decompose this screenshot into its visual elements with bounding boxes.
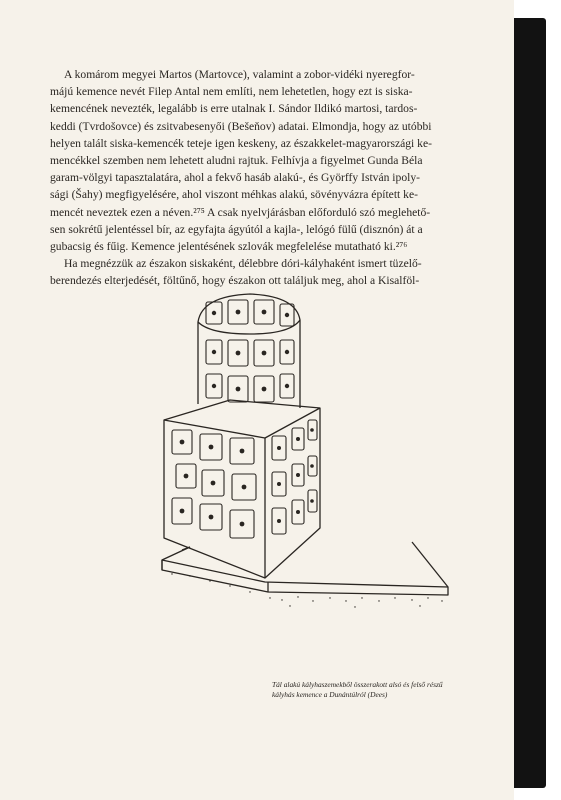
caption-line: Tál alakú kályhaszemekből összerakott alsó és felső részű bbox=[272, 680, 443, 689]
text-line: gubacsig és fűig. Kemence jelentésének szlovák megfelelése mutatható ki.²⁷⁶ bbox=[50, 240, 408, 254]
text-line: mencékkel szemben nem lehetett aludni rajtuk. Felhívja a figyelmet Gunda Béla bbox=[50, 154, 423, 168]
text-line: sági (Šahy) megfigyelésére, ahol viszont méhkas alakú, sövényvázra épített ke- bbox=[50, 188, 418, 202]
text-line: berendezés elterjedését, föltűnő, hogy északon ott találjuk meg, ahol a Kisalföl- bbox=[50, 274, 420, 288]
book-binding bbox=[514, 18, 546, 788]
stove-illustration bbox=[150, 292, 450, 684]
text-line: keddi (Tvrdošovce) és zsitvabesenyői (Bešeňov) adatai. Elmondja, hogy az utóbbi bbox=[50, 119, 432, 133]
figure-caption bbox=[272, 680, 462, 700]
caption-line: kályhás kemence a Dunántúlról (Dees) bbox=[272, 690, 388, 699]
text-line: májú kemence nevét Filep Antal nem említi, nem lehetetlen, hogy ezt is siska- bbox=[50, 85, 413, 99]
body-text bbox=[50, 66, 464, 290]
text-line: sen sokrétű jelentéssel bír, az egyfajta ágyútól a kajla-, lelógó fülű (disznón) át a bbox=[50, 222, 423, 236]
text-line: kemencének nevezték, legalább is erre utalnak I. Sándor Ildikó martosi, tardos- bbox=[50, 102, 418, 116]
text-line: helyen talált siska-kemencék teteje igen keskeny, az északkelet-magyarországi ke- bbox=[50, 136, 432, 150]
text-line: garam-völgyi tapasztalatára, ahol a fekvő hasáb alakú-, és Györffy István ipoly- bbox=[50, 171, 421, 185]
text-line: A komárom megyei Martos (Martovce), valamint a zobor-vidéki nyeregfor- bbox=[64, 68, 415, 81]
text-line: Ha megnézzük az északon siskaként, délebbre dóri-kályhaként ismert tüzelő- bbox=[64, 257, 422, 271]
text-line: mencét neveztek ezen a néven.²⁷⁵ A csak nyelvjárásban előforduló szó meglehető- bbox=[50, 205, 431, 219]
